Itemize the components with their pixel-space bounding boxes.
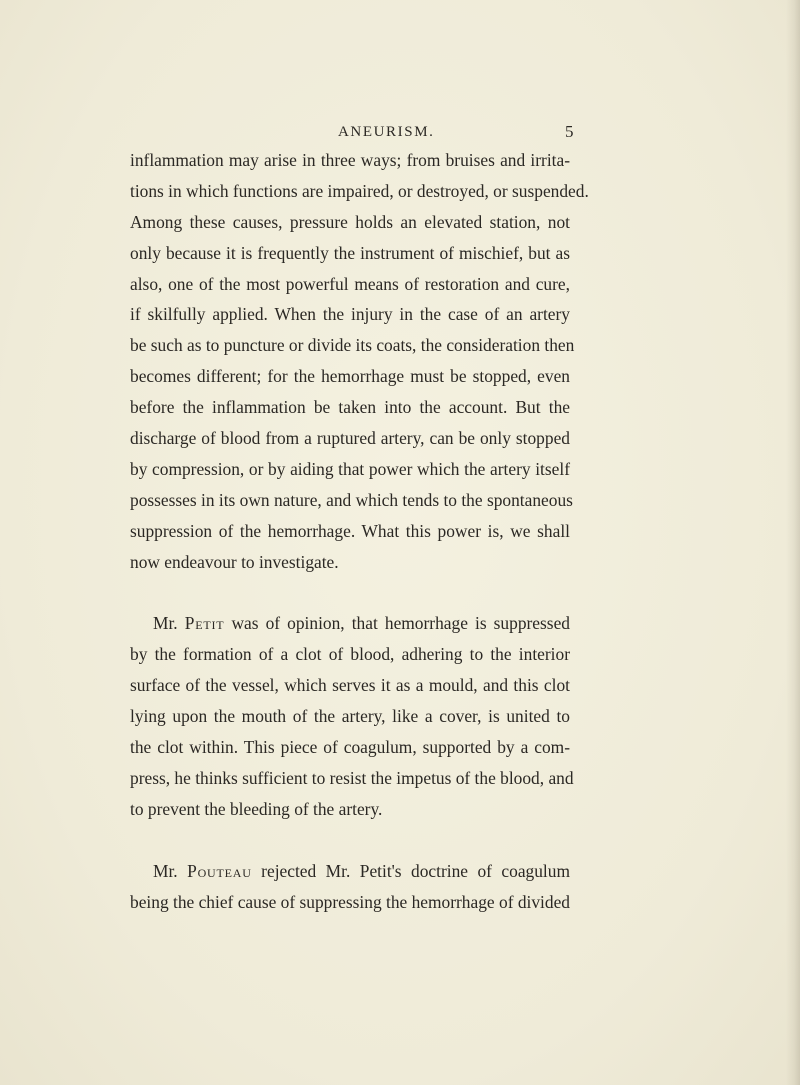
author-name-pouteau: Pouteau — [187, 860, 252, 881]
text-line: now endeavour to investigate. — [130, 551, 339, 572]
page-edge-shadow — [786, 0, 800, 1085]
text-line: suppression of the hemorrhage. What this power is, we shall — [130, 520, 570, 541]
text-line: inflammation may arise in three ways; from bruises and irrita- — [130, 150, 570, 170]
text-line: also, one of the most powerful means of restoration and cure, — [130, 273, 570, 294]
name-prefix: Mr. — [153, 860, 188, 881]
text-line: discharge of blood from a ruptured artery, can be only stopped — [130, 428, 570, 449]
page-number: 5 — [565, 122, 574, 141]
text-line — [130, 856, 570, 887]
text-line: Among these causes, pressure holds an elevated station, not — [130, 211, 570, 232]
body-text — [130, 145, 589, 917]
paragraph-petit — [130, 608, 574, 824]
text-line: only because it is frequently the instrument of mischief, but as — [130, 242, 570, 263]
text-line: be such as to puncture or divide its coats, the consideration then — [130, 335, 575, 356]
text-line: press, he thinks sufficient to resist the impetus of the blood, and — [130, 767, 574, 788]
text-line: surface of the vessel, which serves it as a mould, and this clot — [130, 675, 570, 696]
text-line: tions in which functions are impaired, or destroyed, or suspended. — [130, 180, 589, 201]
first-line-text: was of opinion, that hemorrhage is suppressed — [224, 613, 570, 634]
running-title: ANEURISM. — [338, 124, 435, 140]
paragraph-pouteau — [130, 856, 570, 918]
author-name-petit: Petit — [184, 613, 225, 634]
text-line: possesses in its own nature, and which tends to the spontaneous — [130, 489, 573, 510]
first-line-text: rejected Mr. Petit's doctrine of coagulum — [251, 860, 570, 881]
text-line: by the formation of a clot of blood, adhering to the interior — [130, 644, 570, 665]
text-line: to prevent the bleeding of the artery. — [130, 798, 383, 819]
text-line: becomes different; for the hemorrhage must be stopped, even — [130, 366, 570, 387]
text-line: before the inflammation be taken into the account. But the — [130, 397, 570, 418]
text-line: if skilfully applied. When the injury in the case of an artery — [130, 304, 570, 325]
text-line — [130, 608, 570, 639]
text-line: lying upon the mouth of the artery, like a cover, is united to — [130, 706, 570, 727]
paragraph-inflammation — [130, 145, 589, 577]
text-line: by compression, or by aiding that power which the artery itself — [130, 458, 570, 479]
text-line: being the chief cause of suppressing the hemorrhage of divided — [130, 891, 570, 912]
paragraph-gap — [130, 577, 570, 608]
running-head — [0, 120, 800, 144]
text-line: the clot within. This piece of coagulum, supported by a com- — [130, 737, 570, 758]
paragraph-gap — [130, 825, 570, 856]
name-prefix: Mr. — [153, 613, 185, 634]
